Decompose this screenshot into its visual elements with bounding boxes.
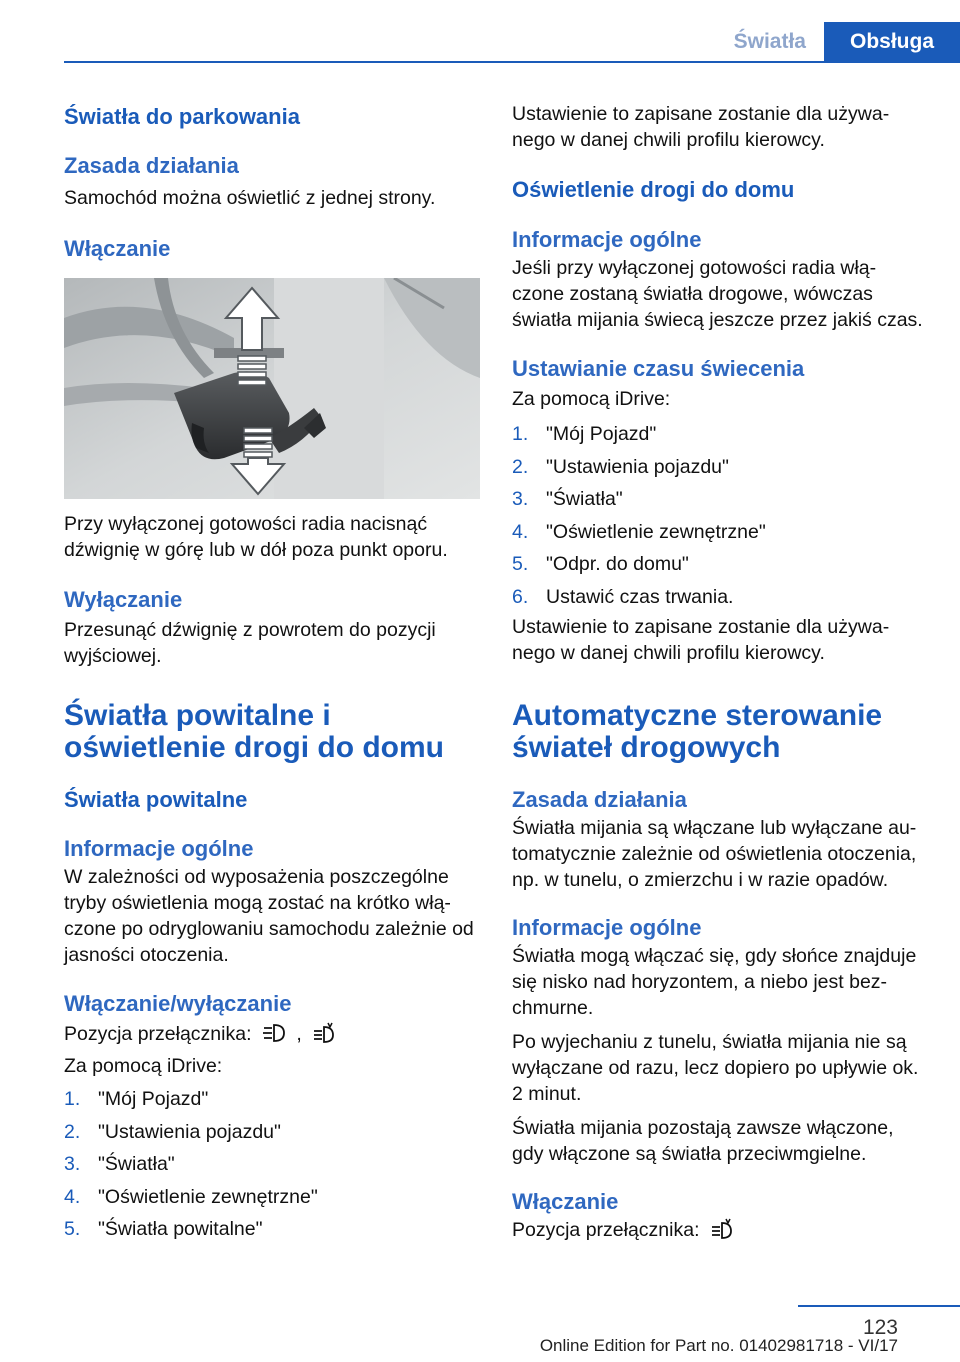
switch-position-label: Pozycja przełącznika: (64, 1023, 252, 1045)
page-header (716, 22, 960, 62)
general-info-text-2c: Światła mijania pozostają zawsze włączone, gdy włączone są światła przeciwmgielne. (512, 1117, 894, 1165)
saved-profile-text-2: Ustawienie to zapisane zostanie dla używa- nego w danej chwili profilu kierowcy. (512, 616, 890, 664)
step-number: 2. (512, 455, 529, 478)
switch-off-text: Przesunąć dźwignię z powrotem do pozycji wyjściowej. (64, 619, 436, 667)
header-divider (64, 61, 960, 63)
page-number: 123 (862, 1316, 898, 1339)
auto-high-beam-section-heading: Automatyczne sterowanie świateł drogowych (512, 699, 883, 764)
list-item (512, 519, 926, 545)
welcome-lights-heading: Światła powitalne (64, 787, 248, 812)
list-item (512, 454, 926, 480)
general-info-text-2b: Po wyjechaniu z tunelu, światła mijania nie są wyłączane od razu, lecz dopiero po upływie ok. 2 minut. (512, 1031, 919, 1105)
switch-on-heading: Włączanie (64, 236, 171, 261)
right-column (512, 96, 926, 1243)
step-text: "Odpr. do domu" (546, 553, 689, 575)
list-item (512, 421, 926, 447)
general-info-text-2a: Światła mogą włączać się, gdy słońce znajduje się nisko nad horyzontem, a niebo jest bez- chmurne. (512, 945, 917, 1019)
figure-caption: Przy wyłączonej gotowości radia nacisnąć dźwignię w górę lub w dół poza punkt oporu. (64, 513, 448, 561)
lever-figure (64, 278, 480, 499)
on-off-heading: Włączanie/wyłączanie (64, 991, 292, 1016)
switch-off-heading: Wyłączanie (64, 587, 183, 612)
list-item (64, 1086, 480, 1112)
home-lighting-heading: Oświetlenie drogi do domu (512, 177, 795, 202)
saved-profile-text-1: Ustawienie to zapisane zostanie dla używa- nego w danej chwili profilu kierowcy. (512, 103, 890, 151)
step-number: 2. (64, 1120, 81, 1143)
general-info-heading: Informacje ogólne (64, 836, 254, 861)
high-beam-assist-icon (709, 1218, 735, 1240)
step-text: "Światła powitalne" (98, 1218, 263, 1240)
general-info-text: W zależności od wyposażenia poszczególne tryby oświetlenia mogą zostać na krótko włą- czone po odryglowaniu samochodu zależnie od jasności otoczenia. (64, 866, 474, 966)
lighting-time-heading: Ustawianie czasu świecenia (512, 356, 805, 381)
footer-divider (798, 1305, 960, 1307)
step-number: 3. (512, 488, 529, 510)
general-info-heading-2: Informacje ogólne (512, 915, 702, 940)
principle-heading: Zasada działania (512, 787, 687, 812)
step-text: "Światła" (98, 1153, 175, 1175)
parking-lights-heading: Światła do parkowania (64, 104, 300, 129)
step-text: "Mój Pojazd" (98, 1088, 209, 1110)
general-info-text: Jeśli przy wyłączonej gotowości radia włą- czone zostaną światła drogowe, wówczas światła mijania świecą jeszcze przez jakiś czas. (512, 257, 923, 331)
step-number: 4. (64, 1185, 81, 1208)
step-number: 1. (512, 423, 529, 445)
list-item (64, 1151, 480, 1177)
step-number: 6. (512, 585, 529, 608)
step-text: "Ustawienia pojazdu" (546, 455, 729, 478)
list-item (512, 486, 926, 512)
edition-footer: Online Edition for Part no. 01402981718 - VI/17 (539, 1336, 898, 1355)
step-number: 5. (64, 1218, 81, 1240)
principle-text: Światła mijania są włączane lub wyłączane au- tomatycznie zależnie od oświetlenia otoczenia, np. w tunelu, o zmierzchu i w razie opadów. (512, 817, 917, 891)
right-steps-list (512, 421, 926, 610)
switch-position-label: Pozycja przełącznika: (512, 1219, 700, 1241)
turn-signal-lever-illustration (64, 278, 480, 499)
principle-text: Samochód można oświetlić z jednej strony. (64, 187, 436, 209)
switch-on-heading-2: Włączanie (512, 1189, 619, 1214)
list-item (64, 1184, 480, 1210)
switch-position-line-2 (512, 1217, 926, 1243)
header-section-tab[interactable]: Światła (733, 30, 806, 53)
welcome-section-heading: Światła powitalne i oświetlenie drogi do domu (64, 699, 445, 764)
idrive-label: Za pomocą iDrive: (512, 388, 671, 410)
idrive-label: Za pomocą iDrive: (64, 1055, 223, 1077)
list-item (512, 551, 926, 577)
step-number: 1. (64, 1088, 81, 1110)
step-text: "Mój Pojazd" (546, 423, 657, 445)
switch-position-separator: , (296, 1023, 302, 1045)
step-text: "Oświetlenie zewnętrzne" (98, 1185, 318, 1208)
list-item (64, 1119, 480, 1145)
step-number: 3. (64, 1153, 81, 1175)
header-chapter-tab[interactable]: Obsługa (824, 22, 960, 62)
auto-lights-icon (261, 1022, 287, 1044)
list-item (64, 1216, 480, 1242)
step-number: 5. (512, 553, 529, 575)
list-item (512, 584, 926, 610)
left-steps-list (64, 1086, 480, 1242)
general-info-heading: Informacje ogólne (512, 227, 702, 252)
step-text: "Oświetlenie zewnętrzne" (546, 520, 766, 543)
step-text: "Światła" (546, 488, 623, 510)
switch-position-line (64, 1021, 480, 1047)
step-number: 4. (512, 520, 529, 543)
left-column (64, 96, 480, 1249)
high-beam-assist-icon (311, 1022, 337, 1044)
step-text: "Ustawienia pojazdu" (98, 1120, 281, 1143)
step-text: Ustawić czas trwania. (546, 585, 734, 608)
principle-heading: Zasada działania (64, 153, 239, 178)
